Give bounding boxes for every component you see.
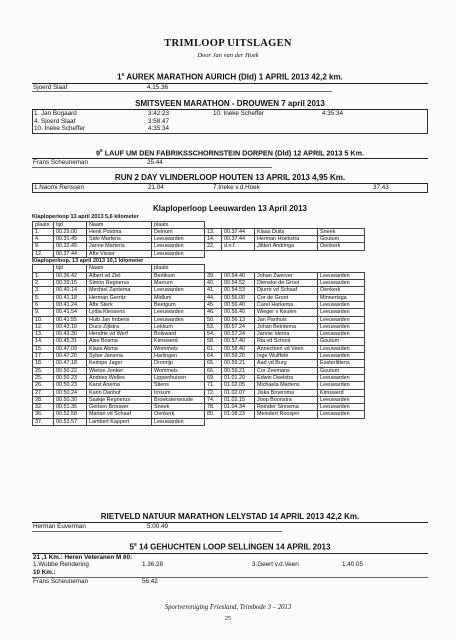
- table-cell: Ria vd Schoot: [255, 338, 318, 345]
- table-cell: Wommels: [152, 367, 205, 374]
- table-cell: 53.: [205, 323, 222, 330]
- table-cell: 1.: [33, 228, 54, 235]
- table-header-cell: plaats: [152, 265, 205, 272]
- table-cell: 01.04.34: [222, 404, 255, 411]
- table-cell: [255, 418, 318, 425]
- table-cell: Edwin Deelstra: [255, 374, 318, 381]
- section-aurich: [32, 68, 428, 92]
- table-cell: d.n.f.: [222, 243, 255, 250]
- table-cell: Leeuwarden: [318, 396, 365, 403]
- table-cell: [318, 418, 365, 425]
- table-header-row: [33, 265, 365, 272]
- table-cell: Meindert Roosjen: [255, 411, 318, 418]
- table-row: [33, 404, 365, 411]
- table-cell: 14.: [205, 236, 222, 243]
- table-cell: Midlum: [152, 294, 205, 301]
- table-cell: Johan Zwerver: [255, 272, 318, 279]
- section-houten: [32, 171, 428, 193]
- section-heading: SMITSVEEN MARATHON - DROUWEN 7 april 2013: [32, 97, 428, 110]
- table-header-cell: [33, 265, 54, 272]
- table-cell: 27.: [33, 389, 54, 396]
- table-cell: 00.45.31: [54, 338, 87, 345]
- table-row: [33, 287, 365, 294]
- table-cell: 00.41.18: [54, 294, 87, 301]
- table-cell: Leeuwarden: [318, 374, 365, 381]
- table-cell: [222, 418, 255, 425]
- table-cell: Herman Hoekstra: [255, 236, 318, 243]
- table-cell: Leeuwarden: [318, 411, 365, 418]
- table-cell: [205, 418, 222, 425]
- table-cell: 00.57.40: [222, 338, 255, 345]
- section-sellingen: [32, 538, 428, 586]
- table-cell: 25.: [33, 367, 54, 374]
- table-cell: 6.: [33, 301, 54, 308]
- table-row: [33, 301, 365, 308]
- table-cell: Leeuwarden: [318, 323, 365, 330]
- table-cell: Goutum: [318, 338, 365, 345]
- table-cell: Henk Postma: [87, 228, 152, 235]
- table-cell: Afte Visser: [87, 250, 152, 257]
- table-header-cell: Naam: [87, 221, 152, 228]
- table-cell: 00.59.21: [222, 360, 255, 367]
- table-cell: Lippenhuizen: [152, 374, 205, 381]
- table-header-cell: plaats: [33, 221, 54, 228]
- table-cell: Jildert Andringa: [255, 243, 318, 250]
- table-cell: 17.: [33, 353, 54, 360]
- table-cell: 10.: [33, 316, 54, 323]
- table-cell: 18.: [33, 360, 54, 367]
- table-cell: 15.: [33, 345, 54, 352]
- table-cell: Leeuwarden: [152, 418, 205, 425]
- table-cell: 00.58.40: [222, 345, 255, 352]
- table-cell: Wietse Jonker: [87, 367, 152, 374]
- table-cell: 46.: [205, 309, 222, 316]
- table-cell: 13.: [33, 331, 54, 338]
- table-cell: Wieger v Keulen: [255, 309, 318, 316]
- result-row: 10. Ineke Scheffer 4:35:34: [34, 125, 170, 133]
- table-cell: 01.02.15: [222, 396, 255, 403]
- table-cell: 36.: [33, 411, 54, 418]
- table-cell: Karin Danhof: [87, 389, 152, 396]
- table-row: [33, 396, 365, 403]
- table-row: [33, 236, 365, 243]
- table-cell: 00.47.09: [54, 345, 87, 352]
- table-cell: 64.: [205, 353, 222, 360]
- table-cell: 00.56.00: [222, 294, 255, 301]
- table-cell: Djurre vd Schaaf: [255, 287, 318, 294]
- table-cell: 28.: [33, 396, 54, 403]
- section-drouwen: [32, 97, 428, 134]
- table-cell: 00.50.30: [54, 396, 87, 403]
- category-label: 10 Km.:: [33, 568, 56, 576]
- table-cell: 00.37.44: [222, 228, 255, 235]
- table-cell: Oenkerk: [318, 243, 365, 250]
- table-cell: 01.08.23: [222, 411, 255, 418]
- table-row: [33, 360, 365, 367]
- table-cell: 2.: [33, 280, 54, 287]
- section-heading: 5e 14 GEHUCHTEN LOOP SELLINGEN 14 APRIL 2013: [32, 538, 428, 554]
- table-cell: 1.: [33, 272, 54, 279]
- table-cell: 00.37.44: [54, 250, 87, 257]
- table-cell: Leeuwarden: [318, 404, 365, 411]
- table-row: [33, 353, 365, 360]
- table-cell: 00.47.20: [54, 353, 87, 360]
- table-cell: Lambert Kappert: [87, 418, 152, 425]
- table-cell: 71.: [205, 382, 222, 389]
- table-cell: 00.59.21: [222, 367, 255, 374]
- table-cell: 9.: [33, 309, 54, 316]
- table-cell: Sneek: [318, 228, 365, 235]
- table-row: [33, 316, 365, 323]
- table-cell: Wommels: [152, 345, 205, 352]
- table-cell: Leeuwarden: [152, 243, 205, 250]
- table-cell: 65.: [205, 360, 222, 367]
- results-table-10-1km: [32, 264, 365, 426]
- table-cell: Annechien vd Veen: [255, 345, 318, 352]
- table-cell: 00.41.55: [54, 316, 87, 323]
- table-cell: Berlikum: [152, 272, 205, 279]
- table-row: [33, 272, 365, 279]
- table-cell: 00.41.54: [54, 309, 87, 316]
- table-cell: 5.: [33, 294, 54, 301]
- result-row: 1.Naomi Renssen 21.04 7.Ineke v.d.Hoek 37.43: [32, 184, 428, 193]
- table-cell: Bolsward: [152, 331, 205, 338]
- table-cell: Keimpe Jager: [87, 360, 152, 367]
- table-header-cell: tijd: [54, 221, 87, 228]
- table-cell: 00.57.24: [222, 323, 255, 330]
- table-cell: Goutum: [318, 236, 365, 243]
- table-cell: Sneek: [152, 404, 205, 411]
- table-cell: Joop Boonstra: [255, 396, 318, 403]
- table-cell: 41.: [205, 287, 222, 294]
- table-cell: 00.39.15: [54, 280, 87, 287]
- table-row: [33, 323, 365, 330]
- subsection-title: Klaploperloop, 13 april 2013 10,1 kilometer: [32, 257, 144, 264]
- table-cell: 12.: [33, 323, 54, 330]
- table-row: [33, 367, 365, 374]
- table-cell: Reinder Sinnema: [255, 404, 318, 411]
- table-row: [33, 382, 365, 389]
- table-cell: 32.: [33, 404, 54, 411]
- table-cell: Leeuwarden: [152, 309, 205, 316]
- table-cell: 26.: [33, 382, 54, 389]
- table-row: [33, 345, 365, 352]
- table-cell: 40.: [205, 280, 222, 287]
- section-heading: Klaploperloop Leeuwarden 13 April 2013: [153, 204, 307, 213]
- table-cell: Marrum: [152, 280, 205, 287]
- table-cell: 00.57.24: [222, 331, 255, 338]
- table-cell: 00.53.57: [54, 418, 87, 425]
- table-cell: 00.54.40: [222, 272, 255, 279]
- table-cell: Beetgum: [152, 301, 205, 308]
- table-cell: Deinum: [152, 228, 205, 235]
- table-cell: Leeuwarden: [152, 287, 205, 294]
- table-cell: Hendrie vd Werf: [87, 331, 152, 338]
- table-cell: 00.43.30: [54, 331, 87, 338]
- table-cell: 00.54.53: [222, 287, 255, 294]
- table-cell: 69.: [205, 374, 222, 381]
- section-heading: 1e AUREK MARATHON AURICH (Dld) 1 APRIL 2013 42,2 km.: [32, 68, 428, 84]
- table-cell: Marian vd Schaaf: [87, 411, 152, 418]
- table-cell: Albert vd Ziel: [87, 272, 152, 279]
- table-cell: 25.: [33, 374, 54, 381]
- table-cell: Jiska Broersma: [255, 389, 318, 396]
- table-cell: Dronrijp: [152, 360, 205, 367]
- table-row: [33, 338, 365, 345]
- table-cell: 00.36.42: [54, 272, 87, 279]
- table-cell: 13.: [205, 228, 222, 235]
- table-cell: Lydia Klessens: [87, 309, 152, 316]
- table-cell: 01.01.20: [222, 374, 255, 381]
- table-cell: 39.: [205, 272, 222, 279]
- table-cell: 00.37.44: [222, 236, 255, 243]
- page-number: 25: [225, 616, 231, 622]
- table-cell: Easterlittens: [318, 360, 365, 367]
- table-cell: 61.: [205, 345, 222, 352]
- table-header-cell: tijd: [54, 265, 87, 272]
- table-cell: Leeuwarden: [318, 353, 365, 360]
- table-cell: 3.: [33, 287, 54, 294]
- table-cell: 37.: [33, 418, 54, 425]
- footer-text: Sportvereniging Friesland, Trimbode 3 – 2013: [164, 604, 292, 611]
- table-cell: [222, 250, 255, 257]
- result-row: 1. Jan Bogaard 3:42:23 10. Ineke Scheffer 4:35:34: [34, 110, 344, 117]
- table-cell: 00.43.10: [54, 323, 87, 330]
- table-cell: Harlingen: [152, 353, 205, 360]
- table-cell: 00.41.24: [54, 301, 87, 308]
- table-cell: Sytse Jansma: [87, 353, 152, 360]
- table-cell: 45.: [205, 301, 222, 308]
- table-header-cell: Naam: [87, 265, 152, 272]
- section-heading: 9e LAUF UM DEN FABRIKSSCHORNSTEIN DORPEN (Dld) 12 APRIL 2013 5 Km.: [32, 144, 428, 159]
- table-cell: Oenkerk: [152, 411, 205, 418]
- result-row: 1.Wubbe Rendering 1.36.28 3.Geert v.d.Veen 1.40.05: [33, 561, 364, 569]
- table-cell: Sido Martens: [87, 236, 152, 243]
- table-cell: 4.: [33, 236, 54, 243]
- table-cell: 01.02.05: [222, 382, 255, 389]
- table-cell: 00.59.20: [222, 353, 255, 360]
- table-cell: Klaas Abma: [87, 345, 152, 352]
- table-cell: Leeuwarden: [318, 272, 365, 279]
- table-cell: Jan Panhuis: [255, 316, 318, 323]
- table-cell: Gerben Brouwer: [87, 404, 152, 411]
- table-cell: 00.56.40: [222, 301, 255, 308]
- table-cell: 00.54.52: [222, 280, 255, 287]
- table-cell: 50.: [205, 316, 222, 323]
- table-cell: Michaela Martens: [255, 382, 318, 389]
- table-cell: 22.: [205, 243, 222, 250]
- table-cell: 54.: [205, 331, 222, 338]
- table-row: [33, 374, 365, 381]
- table-cell: Irnsum: [152, 389, 205, 396]
- page-subtitle: Door Jan van der Hoek: [197, 52, 259, 59]
- table-cell: 00.52.58: [54, 411, 87, 418]
- result-row: Frans Scheuneman 25.44: [32, 159, 272, 168]
- table-row: [33, 389, 365, 396]
- table-cell: 78.: [205, 404, 222, 411]
- table-cell: 00.50.24: [54, 389, 87, 396]
- table-cell: Johan Beintema: [255, 323, 318, 330]
- table-cell: Andries Welles: [87, 374, 152, 381]
- table-cell: 00.32.45: [54, 243, 87, 250]
- table-cell: Klaas Duits: [255, 228, 318, 235]
- page-title: TRIMLOOP UITSLAGEN: [164, 38, 292, 49]
- table-cell: Stiens: [152, 382, 205, 389]
- table-row: [33, 280, 365, 287]
- table-cell: 01.02.07: [222, 389, 255, 396]
- table-cell: Saskje Regnerus: [87, 396, 152, 403]
- table-cell: Simon Regnerus: [87, 280, 152, 287]
- table-cell: 44.: [205, 294, 222, 301]
- section-klaploperloop: [32, 202, 428, 426]
- table-cell: Leeuwarden: [318, 345, 365, 352]
- table-cell: Jannie Idema: [255, 331, 318, 338]
- table-cell: Leeuwarden: [152, 250, 205, 257]
- table-cell: [205, 250, 222, 257]
- table-row: [33, 243, 365, 250]
- result-row: 4. Sjoerd Slaaf 3:58:47: [34, 117, 170, 125]
- table-row: [33, 309, 365, 316]
- table-cell: Cor de Groot: [255, 294, 318, 301]
- table-cell: Lekkum: [152, 323, 205, 330]
- table-cell: 72.: [205, 389, 222, 396]
- table-cell: Mechiel Zantema: [87, 287, 152, 294]
- section-dorpen: [32, 144, 428, 168]
- table-cell: 74.: [205, 396, 222, 403]
- table-row: [33, 418, 365, 425]
- table-cell: Leeuwarden: [318, 316, 365, 323]
- table-cell: 00.56.13: [222, 316, 255, 323]
- section-lelystad: [32, 510, 428, 532]
- result-row: Herman Euverman 5.00.49: [32, 523, 282, 532]
- table-header-row: [33, 221, 365, 228]
- table-cell: 00.40.14: [54, 287, 87, 294]
- table-cell: Leeuwarden: [318, 301, 365, 308]
- table-cell: Minnertsga: [318, 294, 365, 301]
- table-cell: Duco Zijlstra: [87, 323, 152, 330]
- table-cell: Cor Zeemans: [255, 367, 318, 374]
- table-cell: 12.: [33, 250, 54, 257]
- results-table-5-6km: [32, 221, 365, 258]
- table-cell: Inge Wulffelé: [255, 353, 318, 360]
- table-cell: Oenkerk: [318, 287, 365, 294]
- table-cell: 00.50.22: [54, 367, 87, 374]
- table-header-cell: plaats: [152, 221, 205, 228]
- table-cell: 58.: [205, 338, 222, 345]
- table-cell: 00.47.18: [54, 360, 87, 367]
- table-cell: Herman Gerritz: [87, 294, 152, 301]
- result-row: Sjoerd Slaaf 4.15.36: [32, 84, 332, 93]
- table-cell: 00.50.23: [54, 374, 87, 381]
- table-row: [33, 331, 365, 338]
- table-cell: Leeuwarden: [152, 236, 205, 243]
- table-row: [33, 250, 365, 257]
- category-label: 21 ,1 Km.: Heren Veteranen M 60:: [33, 553, 133, 561]
- table-cell: Aise Bosma: [87, 338, 152, 345]
- table-cell: 80.: [205, 411, 222, 418]
- table-cell: Kimswerd: [152, 338, 205, 345]
- table-row: [33, 294, 365, 301]
- table-cell: 00.29.00: [54, 228, 87, 235]
- section-heading: RUN 2 DAY VLINDERLOOP HOUTEN 13 APRIL 2013 4,95 Km.: [32, 171, 428, 184]
- table-cell: 66.: [205, 367, 222, 374]
- table-cell: 00.31.45: [54, 236, 87, 243]
- table-cell: Kimswerd: [318, 389, 365, 396]
- table-cell: Aad vd Burg: [255, 360, 318, 367]
- table-cell: Carel Harkema: [255, 301, 318, 308]
- table-cell: Huib Jan Imbens: [87, 316, 152, 323]
- table-cell: Leeuwarden: [318, 331, 365, 338]
- table-cell: 14.: [33, 338, 54, 345]
- table-cell: 00.56.40: [222, 309, 255, 316]
- table-cell: 00.51.35: [54, 404, 87, 411]
- table-cell: Leeuwarden: [318, 309, 365, 316]
- result-row: Frans Scheuneman 56.42: [32, 577, 428, 586]
- table-cell: Goutum: [318, 367, 365, 374]
- table-cell: Leeuwarden: [318, 280, 365, 287]
- table-cell: [318, 250, 365, 257]
- table-cell: Afte Sterk: [87, 301, 152, 308]
- table-row: [33, 411, 365, 418]
- subsection-title: Klaploperloop 13 april 2013 5,6 kilometer: [32, 214, 139, 220]
- section-heading: RIETVELD NATUUR MARATHON LELYSTAD 14 APRIL 2013 42,2 Km.: [32, 510, 428, 523]
- table-cell: 00.50.23: [54, 382, 87, 389]
- table-cell: Janne Martens: [87, 243, 152, 250]
- table-cell: Karst Anema: [87, 382, 152, 389]
- table-cell: Broeksterwoude: [152, 396, 205, 403]
- table-cell: 9.: [33, 243, 54, 250]
- table-row: [33, 228, 365, 235]
- table-cell: [255, 250, 318, 257]
- table-cell: Dieneke de Groot: [255, 280, 318, 287]
- table-cell: Leeuwarden: [318, 382, 365, 389]
- table-cell: Leeuwarden: [152, 316, 205, 323]
